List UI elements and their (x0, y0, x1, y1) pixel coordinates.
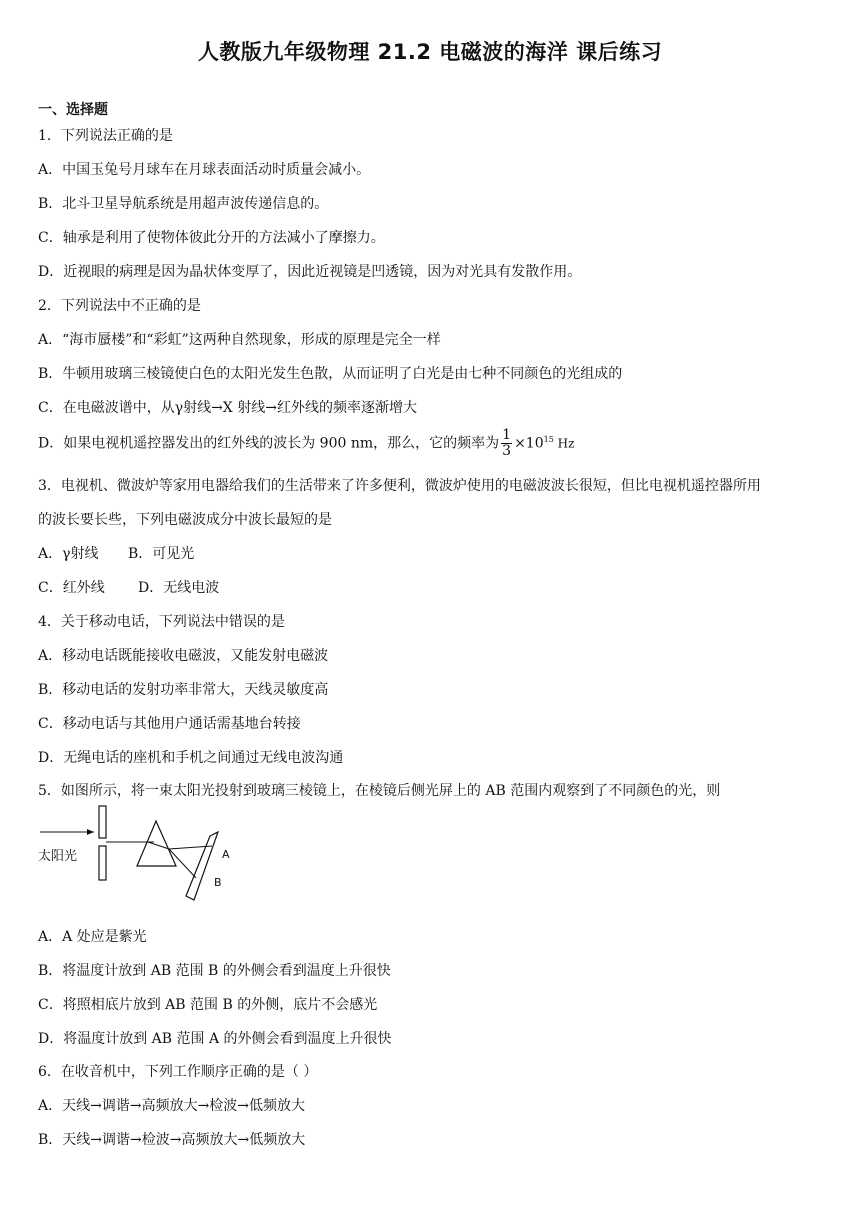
question-1-stem: 1．下列说法正确的是 (38, 128, 173, 144)
question-3-stem-line-2: 的波长要长些，下列电磁波成分中波长最短的是 (38, 512, 332, 528)
question-4-stem: 4．关于移动电话，下列说法中错误的是 (38, 614, 285, 630)
question-4-option-b: B．移动电话的发射功率非常大，天线灵敏度高 (38, 682, 329, 698)
question-1-option-a: A．中国玉兔号月球车在月球表面活动时质量会减小。 (38, 162, 371, 178)
sunlight-label: 太阳光 (38, 849, 78, 864)
label-a: A (222, 848, 230, 861)
prism-figure (36, 802, 246, 906)
question-3-stem-line-1: 3．电视机、微波炉等家用电器给我们的生活带来了许多便利，微波炉使用的电磁波波长很短，但比电视机遥控器所用 (38, 478, 761, 494)
question-2-option-d (38, 428, 574, 459)
fraction (501, 428, 512, 459)
question-5-stem: 5．如图所示，将一束太阳光投射到玻璃三棱镜上，在棱镜后侧光屏上的 AB 范围内观察到了不同颜色的光，则 (38, 783, 721, 799)
question-2-option-a: A．“海市蜃楼”和“彩虹”这两种自然现象，形成的原理是完全一样 (38, 332, 441, 348)
section-heading: 一、选择题 (38, 102, 108, 118)
question-3-option-b: B．可见光 (128, 546, 195, 562)
fraction-denominator: 3 (502, 443, 512, 459)
question-4-option-c: C．移动电话与其他用户通话需基地台转接 (38, 716, 301, 732)
question-5-option-a: A．A 处应是紫光 (38, 929, 147, 945)
prism (137, 821, 176, 866)
question-2-option-c: C．在电磁波谱中，从γ射线→X 射线→红外线的频率逐渐增大 (38, 400, 417, 416)
question-3-option-c: C．红外线 (38, 580, 105, 596)
power-exponent: 15 (543, 434, 554, 444)
arrow-head-icon (87, 829, 94, 835)
question-1-option-d: D．近视眼的病理是因为晶状体变厚了，因此近视镜是凹透镜，因为对光具有发散作用。 (38, 264, 582, 280)
page-title: 人教版九年级物理 21.2 电磁波的海洋 课后练习 (197, 40, 663, 64)
question-2-option-d-text: D．如果电视机遥控器发出的红外线的波长为 900 nm，那么，它的频率为 (38, 435, 500, 452)
slit-upper (99, 806, 106, 838)
question-4-option-d: D．无绳电话的座机和手机之间通过无线电波沟通 (38, 750, 344, 766)
question-5-option-b: B．将温度计放到 AB 范围 B 的外侧会看到温度上升很快 (38, 963, 391, 979)
question-5-option-d: D．将温度计放到 AB 范围 A 的外侧会看到温度上升很快 (38, 1031, 392, 1047)
label-b: B (214, 876, 222, 889)
question-2-stem: 2．下列说法中不正确的是 (38, 298, 201, 314)
question-6-stem: 6．在收音机中，下列工作顺序正确的是（ ） (38, 1064, 318, 1080)
question-4-option-a: A．移动电话既能接收电磁波，又能发射电磁波 (38, 648, 329, 664)
unit-label: Hz (553, 436, 575, 451)
slit-lower (99, 846, 106, 880)
screen (186, 832, 218, 900)
ray-to-b (169, 849, 196, 878)
question-5-option-c: C．将照相底片放到 AB 范围 B 的外侧，底片不会感光 (38, 997, 378, 1013)
prism-diagram (36, 802, 246, 906)
question-1-option-b: B．北斗卫星导航系统是用超声波传递信息的。 (38, 196, 329, 212)
power-base: ×10 (514, 435, 544, 452)
fraction-numerator: 1 (502, 427, 512, 443)
question-6-option-a: A．天线→调谐→高频放大→检波→低频放大 (38, 1098, 306, 1114)
question-3-option-a: A．γ射线 (38, 546, 99, 562)
question-3-option-d: D．无线电波 (138, 580, 220, 596)
question-6-option-b: B．天线→调谐→检波→高频放大→低频放大 (38, 1132, 306, 1148)
question-1-option-c: C．轴承是利用了使物体彼此分开的方法减小了摩擦力。 (38, 230, 385, 246)
question-2-option-b: B．牛顿用玻璃三棱镜使白色的太阳光发生色散，从而证明了白光是由七种不同颜色的光组成的 (38, 366, 623, 382)
